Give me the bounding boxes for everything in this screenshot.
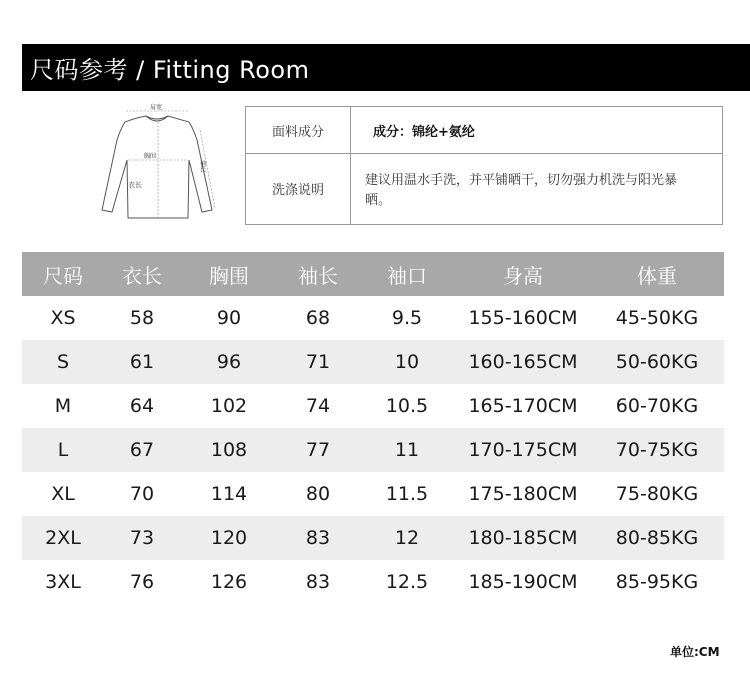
table-cell: XL [51,483,75,505]
info-label: 面料成分 [246,107,351,153]
table-cell: 170-175CM [468,439,578,461]
table-cell: 80 [305,483,331,505]
table-row [22,428,724,472]
table-cell: XS [50,307,76,329]
table-row [22,560,724,604]
table-cell: 175-180CM [468,483,578,505]
table-cell: 70 [129,483,155,505]
table-cell: 102 [210,395,248,417]
table-cell: 180-185CM [468,527,578,549]
info-row-washing [246,153,722,224]
header-cell: 身高 [503,263,543,288]
table-cell: 83 [305,571,331,593]
table-cell: 73 [129,527,155,549]
table-row [22,472,724,516]
table-cell: 160-165CM [468,351,578,373]
header-cell: 胸围 [209,263,249,288]
table-cell: 74 [305,395,331,417]
shoulder-label: 肩宽 [150,104,163,111]
info-value: 成分：锦纶+氨纶 [373,124,475,140]
table-cell: 76 [129,571,155,593]
table-cell: 50-60KG [615,351,699,373]
table-row [22,340,724,384]
table-cell: 71 [305,351,331,373]
table-cell: 64 [129,395,155,417]
table-cell: 96 [216,351,242,373]
table-cell: 10.5 [385,395,429,417]
table-cell: 2XL [45,527,81,549]
table-row [22,384,724,428]
table-cell: 185-190CM [468,571,578,593]
table-cell: 58 [129,307,155,329]
info-row-fabric [246,107,722,154]
shirt-outline-icon [102,116,212,218]
length-label: 衣长 [128,181,142,189]
unit-note: 单位:CM [670,645,720,659]
table-row [22,296,724,340]
title-bar [22,44,750,91]
table-cell: 165-170CM [468,395,578,417]
table-cell: 60-70KG [615,395,699,417]
sleeve-label: 袖长 [198,160,206,172]
table-cell: 11.5 [385,483,429,505]
table-cell: M [54,395,72,417]
size-table-body [22,296,724,604]
table-cell: 108 [210,439,248,461]
table-row [22,516,724,560]
table-cell: 70-75KG [615,439,699,461]
table-cell: 45-50KG [615,307,699,329]
table-cell: 12 [394,527,420,549]
table-cell: 85-95KG [615,571,699,593]
header-cell: 尺码 [43,263,83,288]
table-cell: 155-160CM [468,307,578,329]
table-cell: 120 [210,527,248,549]
header-cell: 袖口 [387,263,427,288]
table-cell: S [56,351,70,373]
shirt-diagram [90,100,225,230]
table-cell: 68 [305,307,331,329]
size-table [22,252,724,604]
table-cell: 67 [129,439,155,461]
header-cell: 体重 [637,263,677,288]
table-cell: 77 [305,439,331,461]
table-cell: 83 [305,527,331,549]
table-cell: 80-85KG [615,527,699,549]
table-cell: L [57,439,69,461]
table-cell: 10 [394,351,420,373]
header-cell: 衣长 [122,263,162,288]
table-cell: 61 [129,351,155,373]
table-cell: 3XL [45,571,81,593]
header-cell: 袖长 [298,263,338,288]
table-cell: 90 [216,307,242,329]
page-title: 尺码参考 / Fitting Room [30,56,310,84]
chest-label: 胸围 [144,153,157,160]
table-cell: 11 [394,439,420,461]
table-cell: 9.5 [391,307,423,329]
table-cell: 114 [210,483,248,505]
info-table [245,106,723,225]
size-table-header [22,252,724,296]
info-value: 建议用温水手洗，并平铺晒干，切勿强力机洗与阳光暴晒。 [365,173,678,208]
table-cell: 75-80KG [615,483,699,505]
table-cell: 12.5 [385,571,429,593]
info-label: 洗涤说明 [246,153,351,224]
table-cell: 126 [210,571,248,593]
